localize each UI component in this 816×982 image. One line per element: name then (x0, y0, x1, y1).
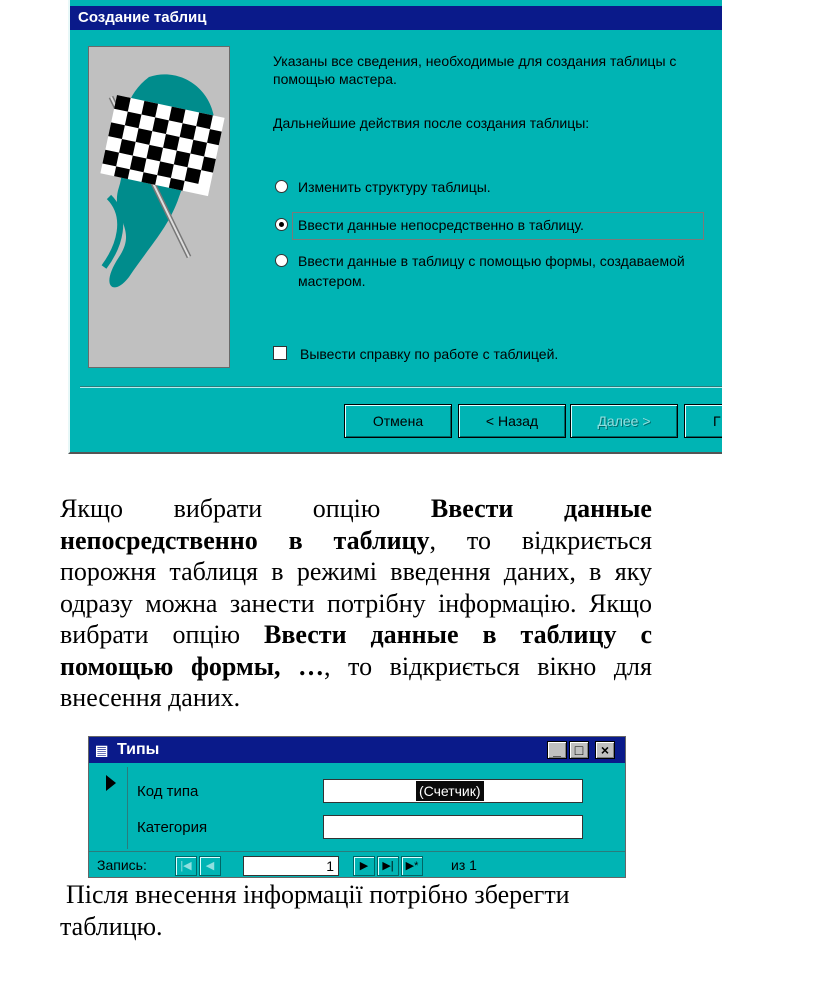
description-paragraph (60, 493, 652, 714)
types-form-window (88, 736, 626, 878)
record-number-input[interactable]: 1 (243, 856, 339, 876)
next-record-icon[interactable]: ▶ (353, 856, 375, 876)
option-enter-via-form-radio[interactable] (275, 254, 288, 267)
save-instruction-paragraph: Після внесення інформації потрібно зберегти таблицю. (60, 880, 570, 941)
field-label-type-code: Код типа (137, 783, 199, 800)
prev-record-icon[interactable]: ◀ (199, 856, 221, 876)
first-record-icon[interactable]: |◀ (175, 856, 197, 876)
wizard-intro-line2: помощью мастера. (273, 71, 397, 87)
table-wizard-dialog (68, 0, 722, 454)
record-label: Запись: (97, 857, 147, 873)
form-title: Типы (117, 741, 160, 758)
next-actions-label: Дальнейшие действия после создания таблицы: (273, 115, 590, 131)
para-text-1: Якщо вибрати опцію (60, 494, 431, 523)
para-text-3: , то відкриється вікно для внесення даних. (60, 651, 652, 712)
option-enter-directly-label[interactable]: Ввести данные непосредственно в таблицу. (298, 217, 584, 233)
category-field[interactable] (323, 815, 583, 839)
option-enter-via-form-label2[interactable]: мастером. (298, 273, 366, 289)
record-selector[interactable] (95, 767, 128, 849)
field-label-category: Категория (137, 819, 208, 836)
wizard-intro-line1: Указаны все сведения, необходимые для создания таблицы с (273, 53, 677, 69)
maximize-icon[interactable]: □ (569, 741, 589, 759)
minimize-icon[interactable]: _ (547, 741, 567, 759)
back-button[interactable]: < Назад (458, 404, 566, 438)
para-bold-option-2: Ввести данные в таблицу с помощью формы, … (60, 620, 652, 681)
option-enter-directly-radio[interactable] (275, 218, 288, 231)
option-modify-structure-label[interactable]: Изменить структуру таблицы. (298, 179, 491, 195)
form-titlebar (89, 737, 625, 763)
finish-button[interactable]: Г (684, 404, 722, 438)
wizard-title: Создание таблиц (70, 6, 722, 30)
close-icon[interactable]: × (595, 741, 615, 759)
current-record-arrow-icon (106, 775, 116, 791)
type-code-value: (Счетчик) (416, 781, 484, 801)
last-record-icon[interactable]: ▶| (377, 856, 399, 876)
type-code-field[interactable] (323, 779, 583, 803)
record-count: из 1 (451, 857, 477, 873)
checkered-flag-illustration (88, 46, 230, 368)
option-enter-via-form-label1[interactable]: Ввести данные в таблицу с помощью формы, создаваемой (298, 253, 685, 269)
help-checkbox-label[interactable]: Вывести справку по работе с таблицей. (300, 346, 559, 362)
button-separator (80, 386, 722, 388)
para-text-2: , то відкриється порожня таблиця в режимі введення даних, в яку одразу можна занести потрібну інформацію. Якщо вибрати опцію (60, 525, 652, 649)
checkered-flag-icon (89, 47, 229, 367)
record-navigation-bar (89, 851, 625, 878)
help-checkbox[interactable] (273, 346, 287, 360)
para-bold-option-1: Ввести данные непосредственно в таблицу (60, 494, 652, 555)
form-icon: ▤ (95, 742, 109, 758)
option-modify-structure-radio[interactable] (275, 180, 288, 193)
cancel-button[interactable]: Отмена (344, 404, 452, 438)
next-button[interactable]: Далее > (570, 404, 678, 438)
new-record-icon[interactable]: ▶* (401, 856, 423, 876)
